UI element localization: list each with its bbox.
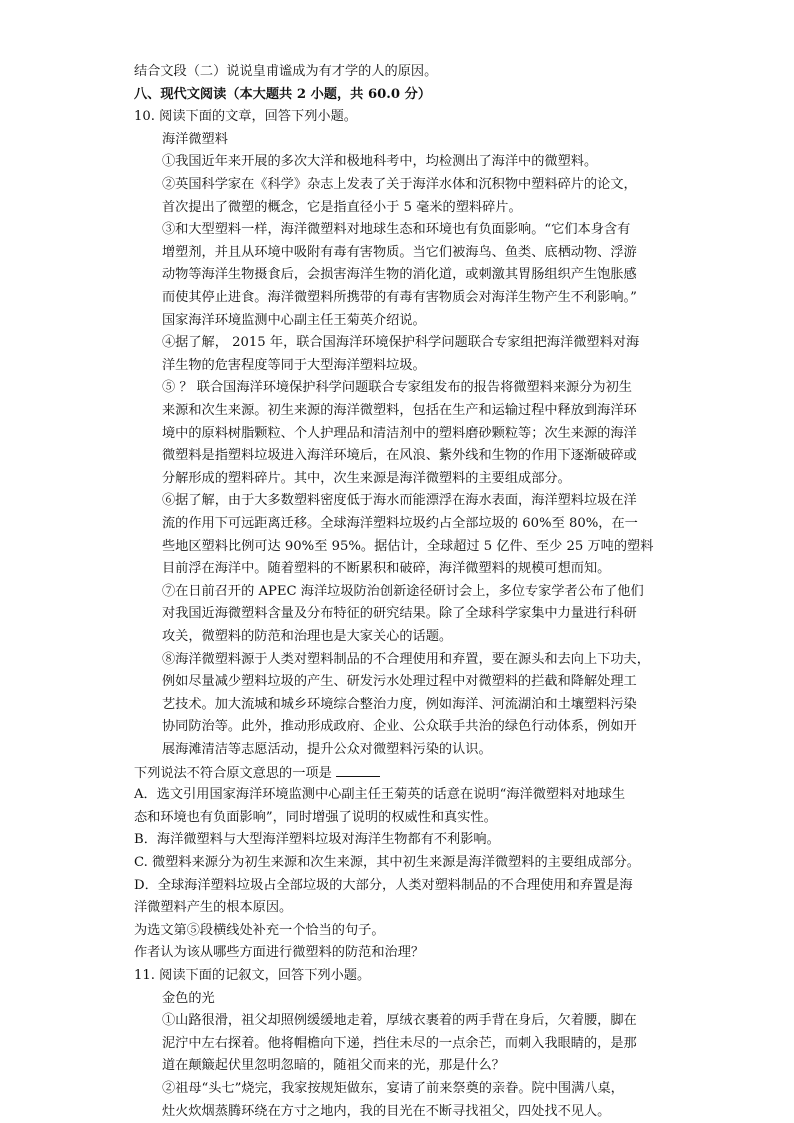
text-line-content: 增塑剂，并且从环境中吸附有毒有害物质。当它们被海鸟、鱼类、底栖动物、浮游 [162,244,637,260]
text-line-content: 八、现代文阅读（本大题共 2 小题，共 60.0 分） [134,86,432,102]
text-line-content: 金色的光 [162,990,215,1006]
text-line-content: 些地区塑料比例可达 90%至 95%。据估计，全球超过 5 亿件、至少 25 万吨的塑料 [162,538,654,554]
text-line [162,264,637,287]
text-line-content: ①山路很滑，祖父却照例缓缓地走着，厚绒衣裹着的两手背在身后，欠着腰，脚在 [162,1013,637,1029]
text-line [162,558,610,581]
text-line-content: ②英国科学家在《科学》杂志上发表了关于海洋水体和沉积物中塑料碎片的论文， [162,177,637,192]
text-line-content: 协同防治等。此外，推动形成政府、企业、公众联手共治的绿色行动体系，例如开 [162,719,637,735]
text-line [162,1055,505,1078]
text-line-content: 道在颠簸起伏里忽明忽暗的，随祖父而来的光，那是什么？ [162,1058,505,1074]
text-line-content: 为选文第⑤段横线处补充一个恰当的句子。 [134,922,385,938]
text-line-content: ⑦在日前召开的 APEC 海洋垃圾防治创新途径研讨会上，多位专家学者公布了他们 [162,583,644,599]
text-line [134,807,497,830]
text-line [162,739,492,762]
text-line-content: 对我国近海微塑料含量及分布特征的研究结果。除了全球科学家集中力量进行科研 [162,606,637,622]
text-line-content: 洋生物的危害程度等同于大型海洋塑料垃圾。 [162,357,426,373]
text-line-content: ②祖母“头七”烧完，我家按规矩做东，宴请了前来祭奠的亲眷。院中围满八桌， [162,1081,624,1096]
text-line [134,965,370,988]
text-line [162,377,632,400]
text-line-content: D．全球海洋塑料垃圾占全部垃圾的大部分，人类对塑料制品的不合理使用和弃置是海 [134,877,633,893]
text-line [134,61,437,84]
text-line [134,84,431,107]
text-line [134,784,625,807]
text-line-content: ⑥据了解，由于大多数塑料密度低于海水而能漂浮在海水表面，海洋塑料垃圾在洋 [162,493,637,509]
text-line [134,106,357,129]
text-line-content: 泥泞中左右探着。他将帽檐向下递，挡住未尽的一点余芒，而刺入我眼睛的，是那 [162,1035,637,1051]
text-line [134,852,640,875]
text-line [162,694,637,717]
text-line [162,1010,637,1033]
text-line-content: 态和环境也有负面影响”，同时增强了说明的权威性和真实性。 [134,809,497,825]
text-line-content: 艺技术。加大流城和城乡环境综合整治力度，例如海洋、河流湖泊和土壤塑料污染 [162,696,637,712]
text-line [162,310,426,333]
text-line [162,242,637,265]
text-line-content: ④据了解， 2015 年，联合国海洋环境保护科学问题联合专家组把海洋微塑料对海 [162,335,640,351]
text-line-content: 国家海洋环境监测中心副主任王菊英介绍说。 [162,312,426,328]
text-line-content: 攻关，微塑料的防范和治理也是大家关心的话题。 [162,629,453,644]
text-line-content: 展海滩清洁等志愿活动，提升公众对微塑料污染的认识。 [162,742,492,757]
text-line [162,197,522,220]
text-line [162,649,650,672]
text-line [134,762,380,786]
text-line-content: ③和大型塑料一样，海洋微塑料对地球生态和环境也有负面影响。“它们本身含有 [162,222,631,238]
text-line [162,603,637,626]
text-line-content: 来源和次生来源。初生来源的海洋微塑料，包括在生产和运输过程中释放到海洋环 [162,403,637,418]
text-line-content: 10. 阅读下面的文章，回答下列小题。 [134,109,357,125]
text-line-content: ⑧海洋微塑料源于人类对塑料制品的不合理使用和弃置，要在源头和去向上下功夫， [162,651,650,667]
text-line-content: 境中的原料树脂颗粒、个人护理品和清洁剂中的塑料磨砂颗粒等；次生来源的海洋 [162,425,637,441]
text-line [134,920,385,943]
answer-blank[interactable] [336,762,380,777]
text-line [162,1078,624,1101]
text-line-content: 流的作用下可远距离迁移。全球海洋塑料垃圾约占全部垃圾的 60%至 80%，在一 [162,516,638,531]
text-line [162,400,637,423]
text-line-content: B．海洋微塑料与大型海洋塑料垃圾对海洋生物都有不利影响。 [134,832,500,848]
text-line-content: 海洋微塑料 [162,131,228,147]
text-line-content: ⑤ ？ 联合国海洋环境保护科学问题联合专家组发布的报告将微塑料来源分为初生 [162,380,632,396]
text-line-content: 首次提出了微塑的概念，它是指直径小于 5 毫米的塑料碎片。 [162,199,522,215]
text-line [162,423,637,446]
text-line-content: 灶火炊烟蒸腾环绕在方寸之地内，我的目光在不断寻找祖父，四处找不见人。 [162,1103,611,1119]
text-line [162,219,630,242]
text-line [162,332,639,355]
text-line-content: ①我国近年来开展的多次大洋和极地科考中，均检测出了海洋中的微塑料。 [162,154,598,170]
text-line-content: 11. 阅读下面的记叙文，回答下列小题。 [134,968,371,983]
text-line [162,490,637,513]
text-line-content: 洋微塑料产生的根本原因。 [134,900,293,916]
text-line [162,716,637,739]
text-line-content: 作者认为该从哪些方面进行微塑料的防范和治理？ [134,945,425,961]
text-line [162,129,228,152]
text-line [134,897,292,920]
text-line [162,174,637,197]
text-line-content: 分解形成的塑料碎片。其中，次生来源是海洋微塑料的主要组成部分。 [162,470,571,486]
text-line-content: A．选文引用国家海洋环境监测中心副主任王菊英的话意在说明“海洋微塑料对地球生 [134,787,626,803]
text-line-content: 下列说法不符合原文意思的一项是 [134,765,332,781]
text-line-content: 微塑料是指塑料垃圾进入海洋环境后，在风浪、紫外线和生物的作用下逐渐破碎或 [162,448,637,464]
text-line [162,355,426,378]
text-line [134,942,424,965]
text-line [162,1101,610,1123]
text-line [162,287,637,310]
text-line-content: 例如尽量减少塑料垃圾的产生、研发污水处理过程中对微塑料的拦截和降解处理工 [162,674,637,690]
text-line [162,1033,637,1056]
text-line [162,513,638,536]
text-line [162,445,637,468]
text-line [134,829,500,852]
text-line-content: 目前浮在海洋中。随着塑料的不断累积和破碎，海洋微塑料的规模可想而知。 [162,561,611,577]
text-line-content: 结合文段（二）说说皇甫谧成为有才学的人的原因。 [134,64,438,79]
text-line [134,875,633,898]
text-line-content: 动物等海洋生物摄食后，会损害海洋生物的消化道，或刺激其胃肠组织产生饱胀感 [162,267,637,283]
text-line-content: C. 微塑料来源分为初生来源和次生来源，其中初生来源是海洋微塑料的主要组成部分。 [134,855,640,870]
text-line [162,626,452,649]
text-line [162,671,637,694]
text-line-content: 而使其停止进食。海洋微塑料所携带的有毒有害物质会对海洋生物产生不利影响。” [162,290,637,305]
text-line [162,988,215,1011]
text-line [162,581,644,604]
text-line [162,151,597,174]
text-line [162,536,653,559]
text-line [162,468,571,491]
